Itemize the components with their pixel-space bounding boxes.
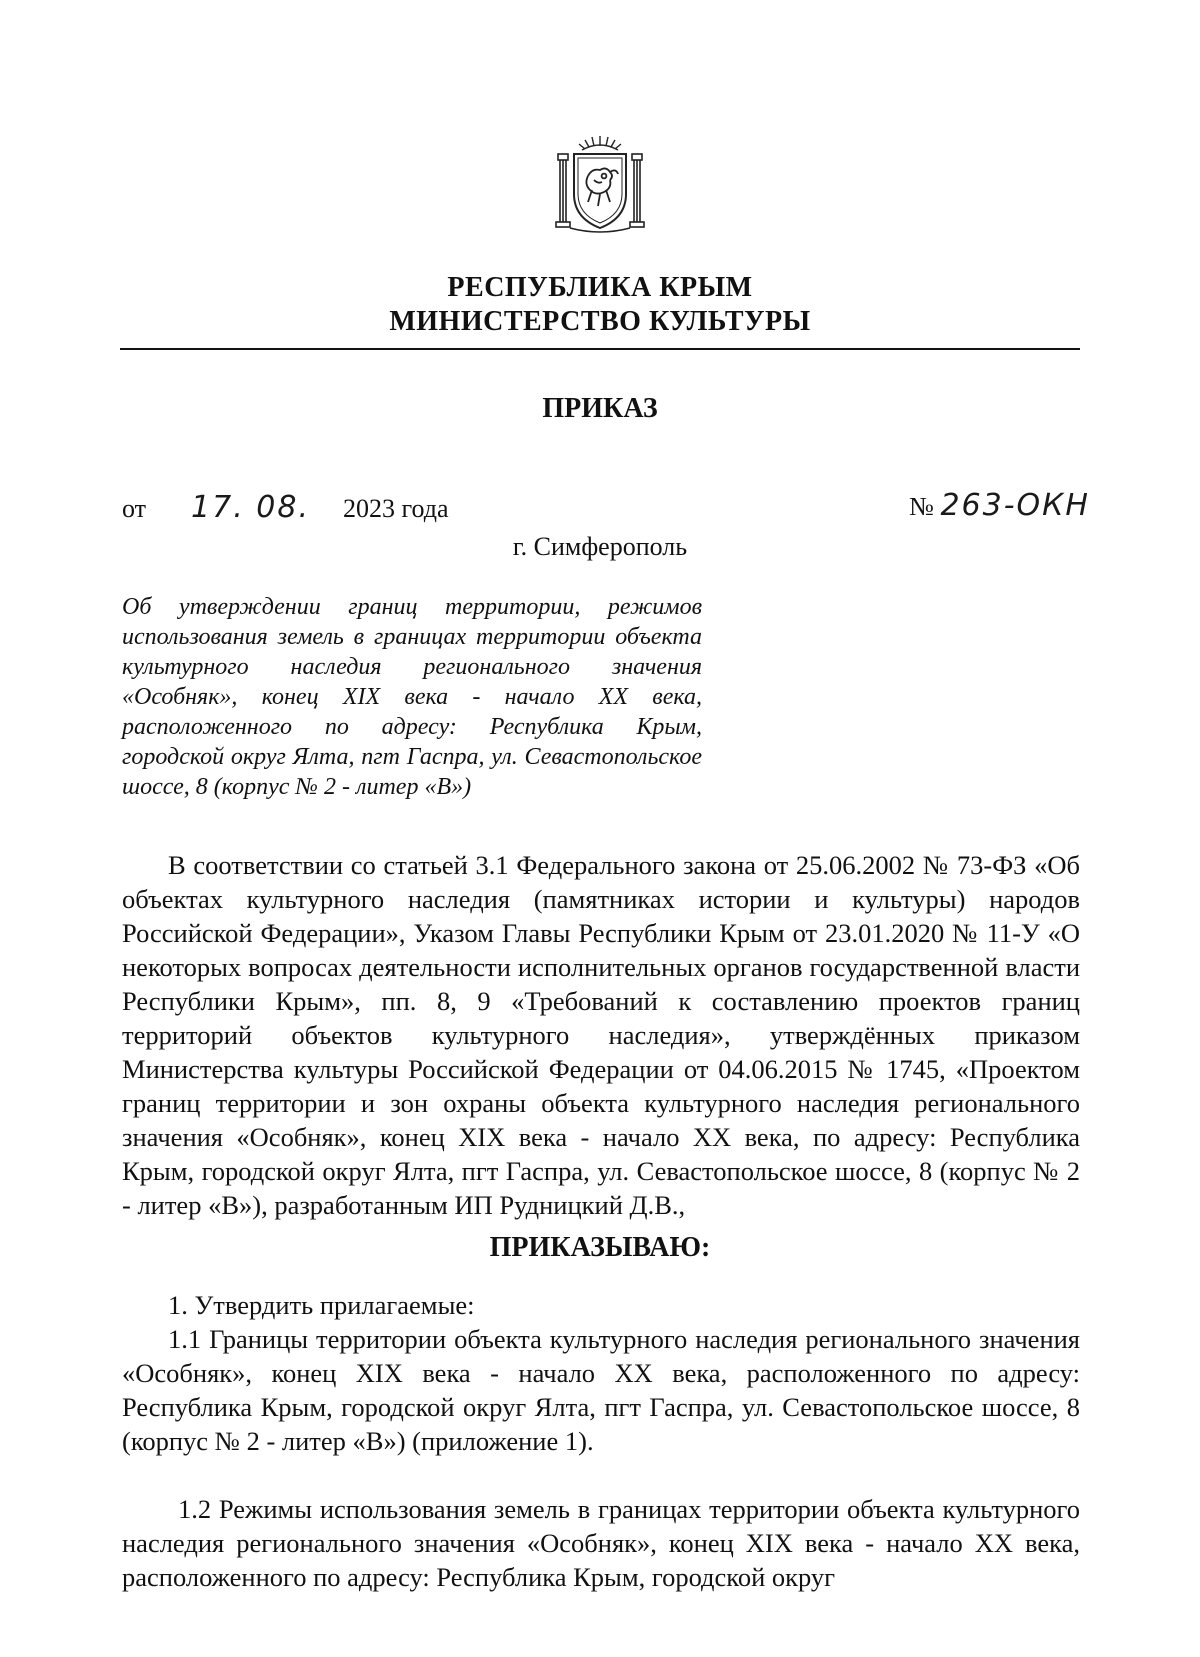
- header-republic: РЕСПУБЛИКА КРЫМ: [447, 272, 753, 303]
- item-1: 1. Утвердить прилагаемые:: [168, 1290, 475, 1320]
- number-line: [909, 488, 1090, 523]
- date-line: [122, 490, 449, 525]
- date-handwritten: 17. 08.: [191, 490, 310, 525]
- date-year: 2023 года: [343, 494, 449, 523]
- order-heading: ПРИКАЗЫВАЮ:: [489, 1232, 711, 1263]
- item-1-2: 1.2 Режимы использования земель в границах территории объекта культурного наследия регионального значения «Особняк», конец XIX века - начало XX века, расположенного по адресу: Республика Крым, городской округ: [122, 1494, 1080, 1592]
- header-ministry: МИНИСТЕРСТВО КУЛЬТУРЫ: [389, 306, 811, 337]
- date-prefix: от: [122, 494, 147, 523]
- header-divider: [120, 348, 1080, 350]
- subject-block: Об утверждении границ территории, режимов использования земель в границах территории объекта культурного наследия регионального значения «Особняк», конец XIX века - начало XX века, расположенного по адресу: Республика Крым, городской округ Ялта, пгт Гаспра, ул. Севастопольское шоссе, 8 (корпус № 2 - литер «В»): [122, 594, 702, 800]
- document-title: ПРИКАЗ: [542, 393, 658, 424]
- number-prefix: №: [909, 492, 934, 521]
- coat-of-arms-icon: [548, 132, 652, 236]
- item-1-1: 1.1 Границы территории объекта культурного наследия регионального значения «Особняк», конец XIX века - начало XX века, расположенного по адресу: Республика Крым, городской округ Ялта, пгт Гаспра, ул. Севастопольское шоссе, 8 (корпус № 2 - литер «В») (приложение 1).: [122, 1324, 1080, 1456]
- number-handwritten: 263-ОКН: [940, 488, 1090, 523]
- city: г. Симферополь: [512, 532, 688, 561]
- preamble-paragraph: В соответствии со статьей 3.1 Федерального закона от 25.06.2002 № 73-ФЗ «Об объектах культурного наследия (памятниках истории и культуры) народов Российской Федерации», Указом Главы Республики Крым от 23.01.2020 № 11-У «О некоторых вопросах деятельности исполнительных органов государственной власти Республики Крым», пп. 8, 9 «Требований к составлению проектов границ территорий объектов культурного наследия», утверждённых приказом Министерства культуры Российской Федерации от 04.06.2015 № 1745, «Проектом границ территории и зон охраны объекта культурного наследия регионального значения «Особняк», конец XIX века - начало XX века, по адресу: Республика Крым, городской округ Ялта, пгт Гаспра, ул. Севастопольское шоссе, 8 (корпус № 2 - литер «В»), разработанным ИП Рудницкий Д.В.,: [122, 850, 1080, 1220]
